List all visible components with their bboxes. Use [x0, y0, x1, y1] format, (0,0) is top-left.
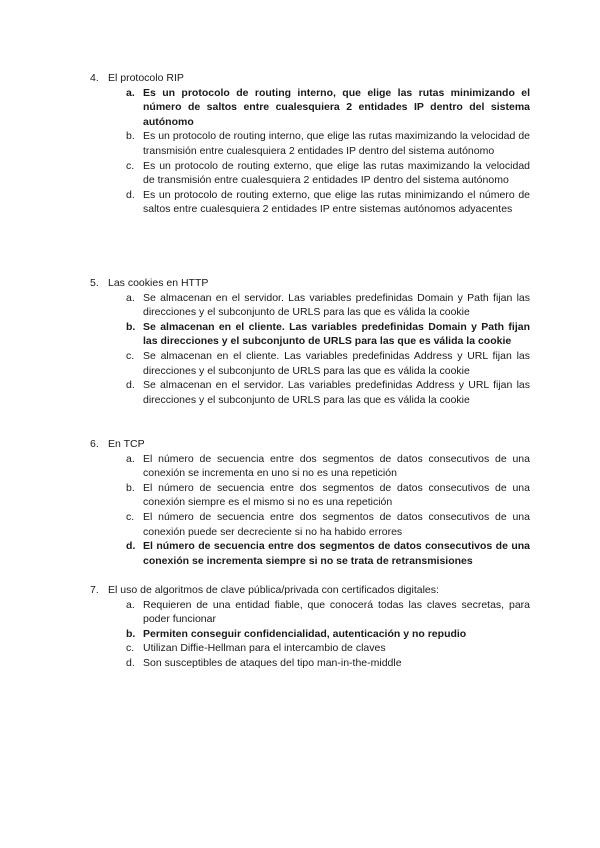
option-a	[90, 291, 530, 320]
option-list	[90, 86, 530, 217]
question-text: El uso de algoritmos de clave pública/privada con certificados digitales:	[108, 584, 439, 596]
option-a	[90, 598, 530, 627]
option-text: Es un protocolo de routing externo, que elige las rutas minimizando el número de saltos entre cualesquiera 2 entidades IP entre sistemas autónomos adyacentes	[143, 188, 530, 216]
option-list	[90, 291, 530, 408]
option-letter: d.	[126, 540, 136, 553]
option-text: Es un protocolo de routing externo, que elige las rutas maximizando la velocidad de transmisión entre cualesquiera 2 entidades IP dentro del sistema autónomo	[143, 159, 530, 187]
option-letter: d.	[126, 188, 135, 201]
question-5	[90, 276, 530, 407]
option-b	[90, 129, 530, 158]
option-text: Permiten conseguir confidencialidad, autenticación y no repudio	[143, 627, 467, 640]
option-letter: c.	[126, 642, 135, 655]
option-text: El número de secuencia entre dos segmentos de datos consecutivos de una conexión siempre es el mismo si no es una repetición	[143, 481, 530, 509]
option-d	[90, 378, 530, 407]
question-number: 5.	[90, 277, 99, 289]
question-number: 6.	[90, 438, 99, 450]
option-text: Utilizan Diffie-Hellman para el intercambio de claves	[143, 642, 386, 655]
option-list	[90, 598, 530, 671]
option-c	[90, 641, 530, 656]
option-letter: b.	[126, 481, 135, 494]
option-list	[90, 452, 530, 569]
option-d	[90, 539, 530, 568]
option-letter: b.	[126, 627, 136, 640]
question-4	[90, 71, 530, 217]
option-letter: b.	[126, 320, 136, 333]
option-text: Requieren de una entidad fiable, que conocerá todas las claves secretas, para poder funcionar	[143, 598, 530, 626]
question-number: 4.	[90, 72, 99, 84]
option-letter: a.	[126, 86, 135, 99]
option-letter: a.	[126, 291, 135, 304]
option-text: Se almacenan en el servidor. Las variables predefinidas Address y URL fijan las direcciones y el subconjunto de URLS para las que es válida la cookie	[143, 379, 530, 406]
option-a	[90, 452, 530, 481]
option-text: El número de secuencia entre dos segmentos de datos consecutivos de una conexión puede ser decreciente si no ha habido errores	[143, 510, 530, 538]
question-7	[90, 583, 530, 671]
option-text: Es un protocolo de routing interno, que elige las rutas maximizando la velocidad de transmisión entre cualesquiera 2 entidades IP dentro del sistema autónomo	[143, 130, 530, 157]
option-text: Es un protocolo de routing interno, que elige las rutas minimizando el número de saltos entre cualesquiera 2 entidades IP dentro del sistema autónomo	[143, 86, 530, 128]
question-text: El protocolo RIP	[108, 72, 184, 84]
option-text: Son susceptibles de ataques del tipo man-in-the-middle	[143, 656, 402, 669]
option-b	[90, 320, 530, 349]
option-letter: a.	[126, 452, 135, 465]
option-text: El número de secuencia entre dos segmentos de datos consecutivos de una conexión se incrementa en uno si no es una repetición	[143, 452, 530, 480]
option-text: Se almacenan en el cliente. Las variables predefinidas Address y URL fijan las direcciones y el subconjunto de URLS para las que es válida la cookie	[143, 349, 530, 377]
option-c	[90, 510, 530, 539]
question-number: 7.	[90, 584, 99, 596]
option-letter: d.	[126, 656, 135, 669]
option-b	[90, 481, 530, 510]
option-letter: a.	[126, 598, 135, 611]
option-text: Se almacenan en el cliente. Las variables predefinidas Domain y Path fijan las direcciones y el subconjunto de URLS para las que es válida la cookie	[143, 320, 530, 348]
option-letter: b.	[126, 130, 135, 143]
option-letter: c.	[126, 510, 135, 523]
option-letter: c.	[126, 349, 135, 362]
option-c	[90, 159, 530, 188]
option-letter: d.	[126, 379, 135, 392]
question-text: En TCP	[108, 438, 145, 450]
option-d	[90, 188, 530, 217]
option-b	[90, 627, 530, 642]
option-text: El número de secuencia entre dos segmentos de datos consecutivos de una conexión se incrementa siempre si no se trata de retransmisiones	[143, 540, 530, 567]
option-a	[90, 86, 530, 130]
option-letter: c.	[126, 159, 135, 172]
question-text: Las cookies en HTTP	[108, 277, 209, 289]
option-d	[90, 656, 530, 671]
question-6	[90, 437, 530, 568]
option-text: Se almacenan en el servidor. Las variables predefinidas Domain y Path fijan las direcciones y el subconjunto de URLS para las que es válida la cookie	[143, 291, 530, 319]
option-c	[90, 349, 530, 378]
